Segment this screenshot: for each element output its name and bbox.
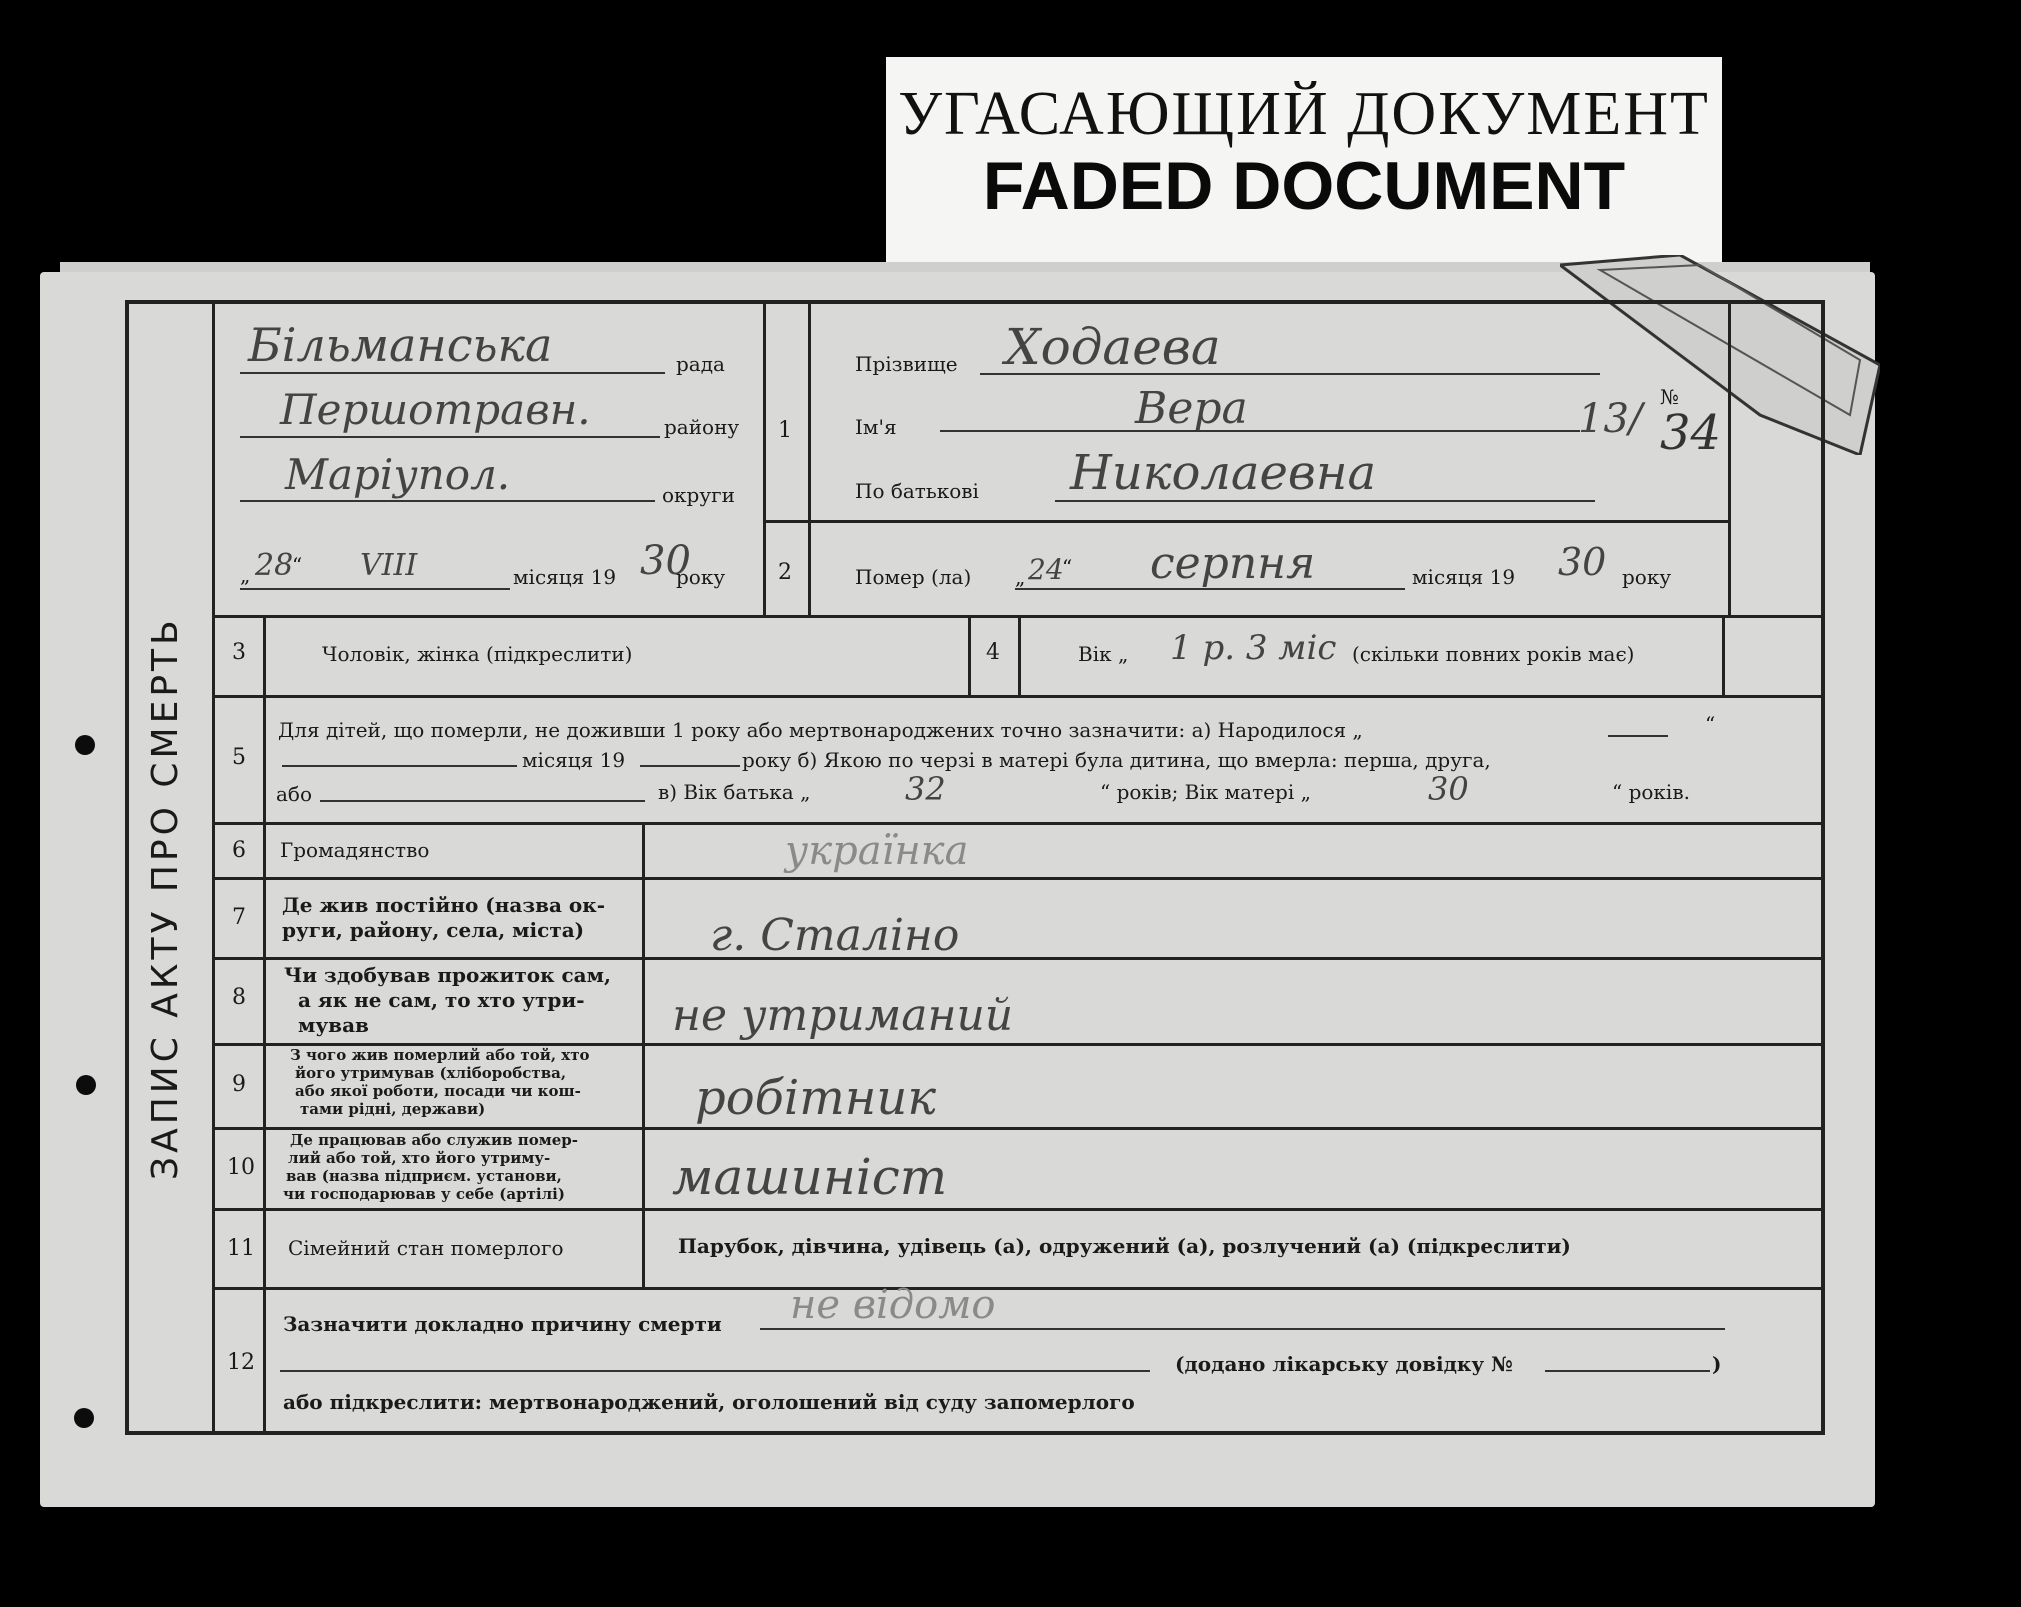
hw-patronymic: Николаевна: [1070, 445, 1377, 501]
field-12-number: 12: [227, 1350, 255, 1375]
raion-label: району: [664, 415, 740, 439]
row34-divider-a: [968, 615, 971, 695]
residence-label-2: руги, району, села, міста): [282, 918, 585, 942]
rada-label: рада: [676, 352, 725, 376]
faded-document-label: [886, 57, 1722, 272]
hw-livelihood: робітник: [695, 1070, 936, 1126]
death-date-open-quote: „: [1015, 565, 1026, 589]
hw-reg-month: VIII: [360, 548, 418, 583]
hw-reg-day: 28: [255, 548, 294, 583]
marital-status-label: Сімейний стан померлого: [288, 1236, 564, 1260]
reg-year-label: року: [676, 565, 726, 589]
hw-rada: Більманська: [248, 318, 553, 372]
reg-date-open-quote: „: [240, 563, 251, 587]
residence-label-1: Де жив постійно (назва ок-: [282, 893, 606, 917]
hw-surname: Ходаева: [1005, 318, 1221, 376]
row8-top-line: [212, 957, 1822, 960]
children-month-line: [282, 765, 517, 767]
hw-citizenship: українка: [785, 828, 969, 874]
children-line-1: Для дітей, що померли, не доживши 1 року або мертвонароджених точно зазначити: а) Народилося „: [278, 718, 1363, 742]
surname-label: Прізвище: [855, 352, 958, 376]
form-title: ЗАПИС АКТУ ПРО СМЕРТЬ: [145, 616, 186, 1180]
field-4-number: 4: [986, 640, 1000, 665]
label-column-line: [642, 822, 645, 1287]
hw-death-month: серпня: [1150, 538, 1316, 589]
support-label-3: мував: [298, 1013, 369, 1037]
medical-certificate-close: ): [1712, 1352, 1722, 1376]
field-2-number: 2: [778, 560, 792, 585]
row6-top-line: [212, 822, 1822, 825]
faded-document-ru: УГАСАЮЩИЙ ДОКУМЕНТ: [898, 80, 1710, 148]
hw-workplace: машиніст: [672, 1148, 948, 1206]
hw-raion: Першотравн.: [280, 385, 591, 434]
name-label: Ім'я: [855, 415, 897, 439]
workplace-label-1: Де працював або служив помер-: [290, 1131, 578, 1149]
hw-okruha: Маріупол.: [285, 450, 511, 499]
livelihood-label-2: його утримував (хліборобства,: [295, 1064, 567, 1082]
header-divider-1: [763, 300, 766, 615]
livelihood-label-3: або якої роботи, посади чи кош-: [295, 1082, 581, 1100]
punch-hole-top: [75, 735, 95, 755]
field-7-number: 7: [232, 905, 246, 930]
support-label-2: а як не сам, то хто утри-: [298, 988, 585, 1012]
citizenship-label: Громадянство: [280, 838, 430, 862]
cause-label: Зазначити докладно причину смерти: [283, 1312, 722, 1336]
field-10-number: 10: [227, 1155, 255, 1180]
row34-divider-b: [1018, 615, 1021, 695]
stillborn-note: або підкреслити: мертвонароджений, оголошений від суду запомерлого: [283, 1390, 1135, 1414]
children-year-line: [640, 765, 740, 767]
raion-line: [240, 436, 660, 438]
death-date-line: [1015, 588, 1405, 590]
age-note: (скільки повних років має): [1352, 642, 1635, 666]
children-line-3a: або: [276, 782, 313, 806]
death-month-label: місяця 19: [1412, 565, 1516, 589]
okruha-line: [240, 500, 655, 502]
hw-death-day: 24: [1028, 553, 1064, 586]
patronymic-label: По батькові: [855, 479, 979, 503]
hw-death-year: 30: [1558, 540, 1607, 584]
reg-date-line: [240, 588, 510, 590]
cause-line-1: [760, 1328, 1725, 1330]
hw-margin-number: 13/: [1578, 396, 1643, 442]
hw-reg-year: 30: [640, 538, 691, 584]
hw-residence: г. Сталіно: [710, 910, 960, 961]
death-year-label: року: [1622, 565, 1672, 589]
field-1-number: 1: [778, 418, 792, 443]
row3-top-line: [212, 615, 1822, 618]
death-date-close-quote: “: [1062, 555, 1073, 579]
okruhy-label: округи: [662, 483, 735, 507]
hw-age: 1 р. 3 міс: [1170, 628, 1337, 668]
died-label: Помер (ла): [855, 565, 972, 589]
surname-line: [980, 373, 1600, 375]
gender-field-label: Чоловік, жінка (підкреслити): [322, 642, 633, 666]
field-11-number: 11: [227, 1236, 255, 1261]
row10-top-line: [212, 1127, 1822, 1130]
hw-record-number: 34: [1660, 405, 1722, 461]
children-born-close-quote: “: [1705, 712, 1716, 736]
field-9-number: 9: [232, 1072, 246, 1097]
age-label: Вік „: [1078, 642, 1129, 666]
hw-mother-age: 30: [1428, 770, 1469, 808]
hw-supported: не утриманий: [672, 990, 1014, 1041]
title-column-divider: [212, 300, 215, 1435]
livelihood-label-4: тами рідні, держави): [300, 1100, 486, 1118]
header-mid-line: [763, 520, 1728, 523]
medical-certificate-label: (додано лікарську довідку №: [1175, 1352, 1513, 1376]
field-6-number: 6: [232, 838, 246, 863]
workplace-label-3: вав (назва підприєм. установи,: [286, 1167, 562, 1185]
children-line-3c: “ років; Вік матері „: [1100, 780, 1311, 804]
children-line-3d: “ років.: [1612, 780, 1690, 804]
hw-name: Вера: [1135, 383, 1248, 434]
children-line-2b: року б) Якою по черзі в матері була дитина, що вмерла: перша, друга,: [742, 748, 1491, 772]
row34-divider-c: [1722, 615, 1725, 695]
patronymic-line: [1055, 500, 1595, 502]
header-divider-2: [808, 300, 811, 615]
number-column-line: [263, 615, 266, 1435]
marital-status-options: Парубок, дівчина, удівець (а), одружений (а), розлучений (а) (підкреслити): [678, 1234, 1571, 1258]
faded-document-en: FADED DOCUMENT: [982, 148, 1626, 224]
punch-hole-middle: [76, 1075, 96, 1095]
row7-top-line: [212, 877, 1822, 880]
rada-line: [240, 372, 665, 374]
field-3-number: 3: [232, 640, 246, 665]
row12-top-line: [212, 1287, 1822, 1290]
reg-date-close-quote: “: [292, 553, 303, 577]
row11-top-line: [212, 1208, 1822, 1211]
children-line-2: місяця 19: [522, 748, 626, 772]
children-born-line: [1608, 735, 1668, 737]
cause-line-2: [280, 1370, 1150, 1372]
certificate-number-line: [1545, 1370, 1710, 1372]
punch-hole-bottom: [74, 1408, 94, 1428]
children-line-3b: в) Вік батька „: [658, 780, 811, 804]
livelihood-label-1: З чого жив померлий або той, хто: [290, 1046, 590, 1064]
name-line: [940, 430, 1580, 432]
record-number-sign: №: [1660, 385, 1679, 409]
hw-cause: не відомо: [790, 1282, 996, 1328]
reg-month-label: місяця 19: [513, 565, 617, 589]
field-5-number: 5: [232, 745, 246, 770]
row5-top-line: [212, 695, 1822, 698]
workplace-label-2: лий або той, хто його утриму-: [288, 1149, 551, 1167]
workplace-label-4: чи господарював у себе (артілі): [283, 1185, 565, 1203]
header-divider-3: [1728, 300, 1731, 615]
children-or-line: [320, 800, 645, 802]
field-8-number: 8: [232, 985, 246, 1010]
hw-father-age: 32: [905, 770, 946, 808]
support-label-1: Чи здобував прожиток сам,: [284, 963, 611, 987]
